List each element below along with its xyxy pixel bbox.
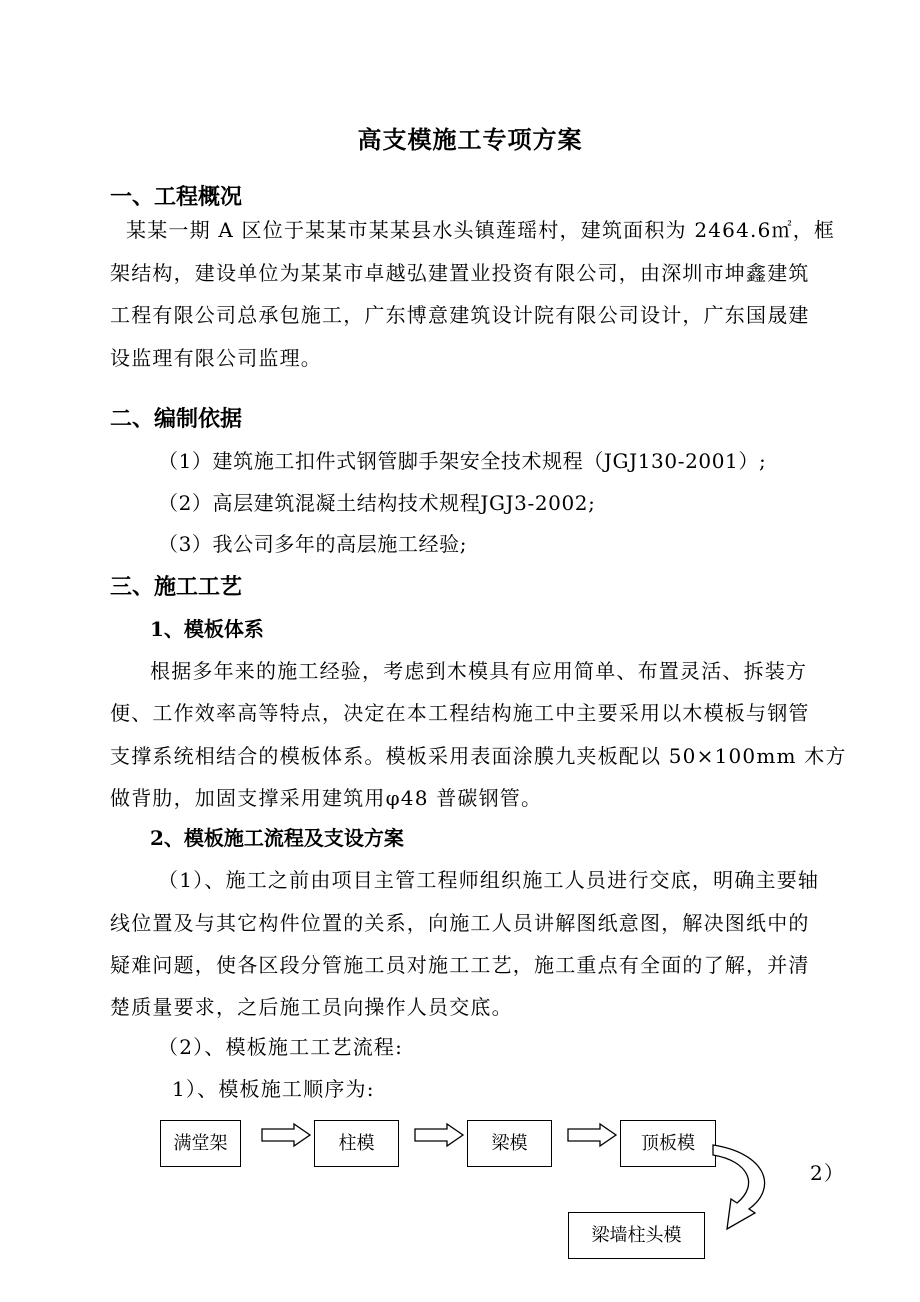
flow-box-slab-formwork: 顶板模 [620,1120,716,1167]
subsection-2-para3: 1）、模板施工顺序为: [172,1077,375,1101]
subsection-2-para2: （2）、模板施工工艺流程: [158,1035,404,1059]
subsection-1-line-3: 支撑系统相结合的模板体系。模板采用表面涂膜九夹板配以 50×100mm 木方 [110,744,847,768]
subsection-1-heading: 1、模板体系 [150,617,264,641]
subsection-2-heading: 2、模板施工流程及支设方案 [150,826,404,850]
reference-item-3: （3）我公司多年的高层施工经验; [158,532,468,556]
flow-box-beam-wall-column-head: 梁墙柱头模 [568,1212,705,1259]
flow-box-column-formwork: 柱模 [314,1120,399,1167]
flow-arrow-right-icon [262,1123,312,1147]
subsection-2-para1-line-4: 楚质量要求，之后施工员向操作人员交底。 [110,995,513,1019]
reference-item-1: （1）建筑施工扣件式钢管脚手架安全技术规程（JGJ130-2001）; [158,449,767,473]
section-3-heading: 三、施工工艺 [110,574,243,600]
flow-arrow-right-icon [568,1123,618,1147]
subsection-1-line-4: 做背肋，加固支撑采用建筑用φ48 普碳钢管。 [110,786,543,810]
flow-side-note: 2） [810,1161,846,1185]
flow-arrow-right-icon [415,1123,465,1147]
page-title: 高支模施工专项方案 [357,125,583,154]
subsection-2-para1-line-2: 线位置及与其它构件位置的关系，向施工人员讲解图纸意图，解决图纸中的 [110,911,810,935]
subsection-1-line-1: 根据多年来的施工经验，考虑到木模具有应用简单、布置灵活、拆装方 [150,659,808,683]
section-1-line-1: 某某一期 A 区位于某某市某某县水头镇莲瑶村，建筑面积为 2464.6㎡，框 [126,218,836,242]
subsection-1-line-2: 便、工作效率高等特点，决定在本工程结构施工中主要采用以木模板与钢管 [110,701,810,725]
subsection-2-para1-line-3: 疑难问题，使各区段分管施工员对施工工艺，施工重点有全面的了解，并清 [110,953,810,977]
subsection-2-para1-line-1: （1）、施工之前由项目主管工程师组织施工人员进行交底，明确主要轴 [158,868,820,892]
reference-item-2: （2）高层建筑混凝土结构技术规程JGJ3-2002; [158,491,596,515]
flow-box-beam-formwork: 梁模 [467,1120,552,1167]
section-1-line-4: 设监理有限公司监理。 [110,346,322,370]
flow-box-full-scaffold: 满堂架 [160,1120,241,1167]
section-2-heading: 二、编制依据 [110,406,243,432]
section-1-line-2: 架结构，建设单位为某某市卓越弘建置业投资有限公司，由深圳市坤鑫建筑 [110,261,810,285]
section-1-heading: 一、工程概况 [110,184,243,210]
flow-curved-arrow-icon [705,1143,775,1233]
section-1-line-3: 工程有限公司总承包施工，广东博意建筑设计院有限公司设计，广东国晟建 [110,303,810,327]
